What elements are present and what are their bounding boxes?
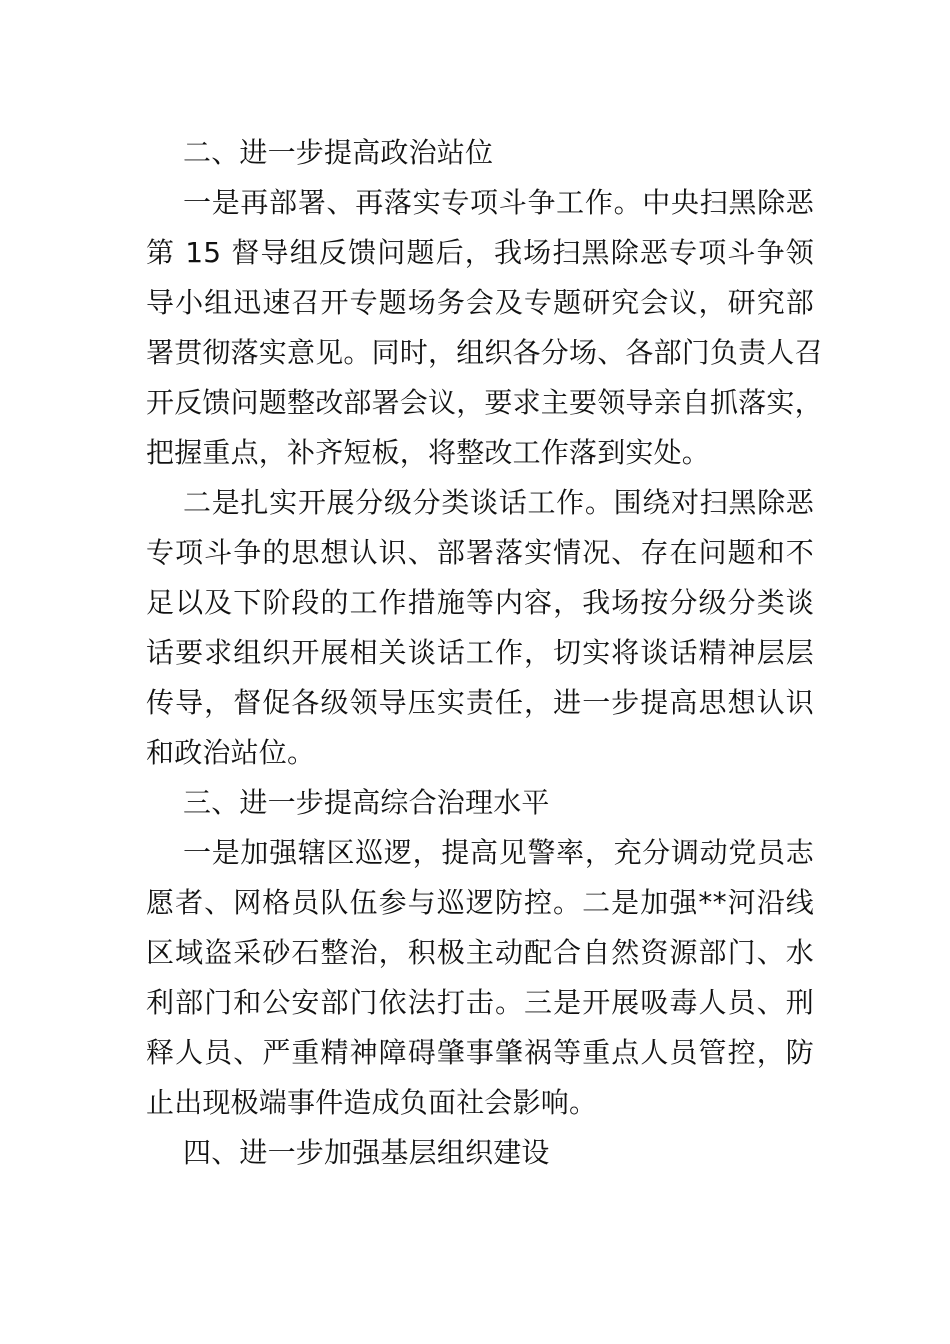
paragraph-line: 导小组迅速召开专题场务会及专题研究会议，研究部 xyxy=(146,286,814,319)
paragraph-line: 区域盗采砂石整治，积极主动配合自然资源部门、水 xyxy=(146,936,814,969)
paragraph-line: 第 15 督导组反馈问题后，我场扫黑除恶专项斗争领 xyxy=(146,236,814,269)
paragraph-line: 一是加强辖区巡逻，提高见警率，充分调动党员志 xyxy=(183,836,814,869)
paragraph-line: 愿者、网格员队伍参与巡逻防控。二是加强**河沿线 xyxy=(146,886,814,919)
paragraph-line: 署贯彻落实意见。同时，组织各分场、各部门负责人召 xyxy=(146,336,823,369)
paragraph-line: 利部门和公安部门依法打击。三是开展吸毒人员、刑 xyxy=(146,986,814,1019)
section-heading: 三、进一步提高综合治理水平 xyxy=(183,786,550,819)
paragraph-line: 开反馈问题整改部署会议，要求主要领导亲自抓落实， xyxy=(146,386,823,419)
paragraph-line: 释人员、严重精神障碍肇事肇祸等重点人员管控，防 xyxy=(146,1036,814,1069)
paragraph-line: 把握重点，补齐短板，将整改工作落到实处。 xyxy=(146,436,711,469)
paragraph-line: 足以及下阶段的工作措施等内容，我场按分级分类谈 xyxy=(146,586,814,619)
paragraph-line: 一是再部署、再落实专项斗争工作。中央扫黑除恶 xyxy=(183,186,814,219)
paragraph-line: 话要求组织开展相关谈话工作，切实将谈话精神层层 xyxy=(146,636,814,669)
document-body xyxy=(146,128,823,1178)
paragraph-line: 传导，督促各级领导压实责任，进一步提高思想认识 xyxy=(146,686,814,719)
section-heading: 四、进一步加强基层组织建设 xyxy=(183,1136,550,1169)
paragraph-line: 专项斗争的思想认识、部署落实情况、存在问题和不 xyxy=(146,536,814,569)
paragraph-line: 二是扎实开展分级分类谈话工作。围绕对扫黑除恶 xyxy=(183,486,814,519)
paragraph-line: 和政治站位。 xyxy=(146,736,316,769)
paragraph-line: 止出现极端事件造成负面社会影响。 xyxy=(146,1086,598,1119)
section-heading: 二、进一步提高政治站位 xyxy=(183,136,494,169)
